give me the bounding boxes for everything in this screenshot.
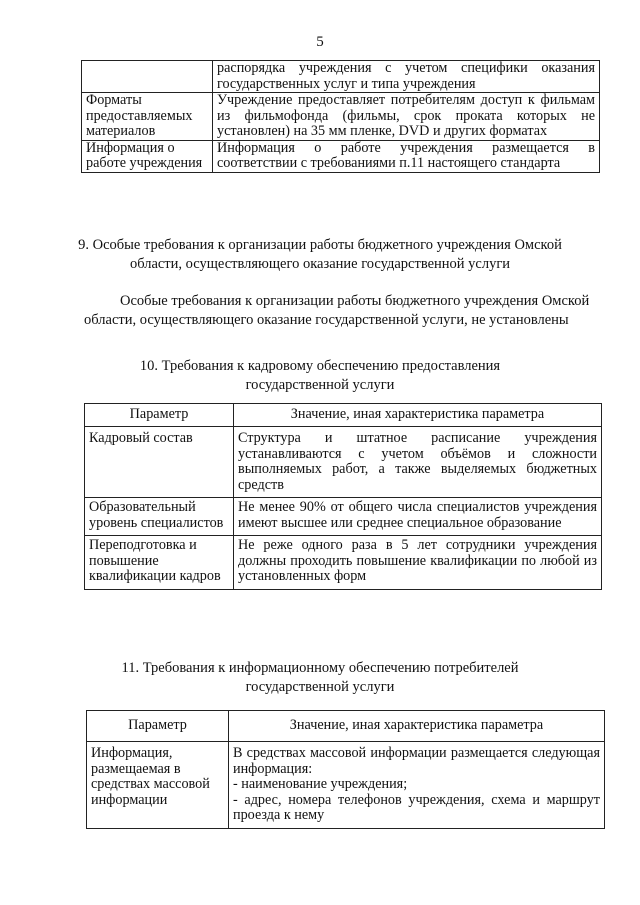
value-cell [229, 742, 605, 829]
param-cell: Переподготовка и повышение квалификации кадров [85, 536, 234, 590]
header-value: Значение, иная характеристика параметра [234, 404, 602, 427]
information-table [86, 710, 605, 829]
heading-line: государственной услуги [245, 377, 395, 393]
heading-line: 10. Требования к кадровому обеспечению предоставления [139, 358, 501, 374]
header-param: Параметр [85, 404, 234, 427]
value-cell: распорядка учреждения с учетом специфики оказания государственных услуг и типа учреждения [213, 61, 600, 93]
heading-line: государственной услуги [245, 679, 395, 695]
section-9-heading [0, 236, 640, 274]
section-9-paragraph: Особые требования к организации работы бюджетного учреждения Омской области, осуществляющего оказание государственной услуги, не установлены [84, 293, 590, 328]
param-cell: Информация, размещаемая в средствах массовой информации [87, 742, 229, 829]
table-row [82, 140, 600, 172]
page-number: 5 [316, 34, 324, 50]
section-10-heading [0, 357, 640, 395]
value-cell: Информация о работе учреждения размещается в соответствии с требованиями п.11 настоящего стандарта [213, 140, 600, 172]
heading-line: области, осуществляющего оказание государственной услуги [129, 256, 511, 272]
table-row [85, 536, 602, 590]
table-row [85, 427, 602, 498]
value-cell: Не реже одного раза в 5 лет сотрудники учреждения должны проходить повышение квалификации по любой из установленных форм [234, 536, 602, 590]
section-11-heading [0, 659, 640, 697]
table-header-row [85, 404, 602, 427]
table-row [82, 61, 600, 93]
table-row [85, 498, 602, 536]
param-cell: Образовательный уровень специалистов [85, 498, 234, 536]
header-param: Параметр [87, 711, 229, 742]
param-cell: Форматы предоставляемых материалов [82, 93, 213, 141]
param-cell: Информация о работе учреждения [82, 140, 213, 172]
heading-line: 11. Требования к информационному обеспечению потребителей [121, 660, 519, 676]
heading-line: 9. Особые требования к организации работы бюджетного учреждения Омской [78, 237, 562, 253]
header-value: Значение, иная характеристика параметра [229, 711, 605, 742]
value-cell: Структура и штатное расписание учреждения устанавливаются с учетом объёмов и сложности выполняемых работ, а также выделяемых бюджетных средств [234, 427, 602, 498]
value-line: В средствах массовой информации размещается следующая информация: [233, 745, 600, 777]
table-continued [81, 60, 600, 173]
value-line: - наименование учреждения; [233, 776, 408, 792]
table-row [87, 742, 605, 829]
value-cell: Учреждение предоставляет потребителям доступ к фильмам из фильмофонда (фильмы, срок проката которых не установлен) на 35 мм пленке, DVD и других форматах [213, 93, 600, 141]
table-header-row [87, 711, 605, 742]
value-cell: Не менее 90% от общего числа специалистов учреждения имеют высшее или среднее специальное образование [234, 498, 602, 536]
staffing-table [84, 403, 602, 590]
param-cell: Кадровый состав [85, 427, 234, 498]
value-line: - адрес, номера телефонов учреждения, схема и маршрут проезда к нему [233, 791, 600, 823]
param-cell [82, 61, 213, 93]
table-row [82, 93, 600, 141]
